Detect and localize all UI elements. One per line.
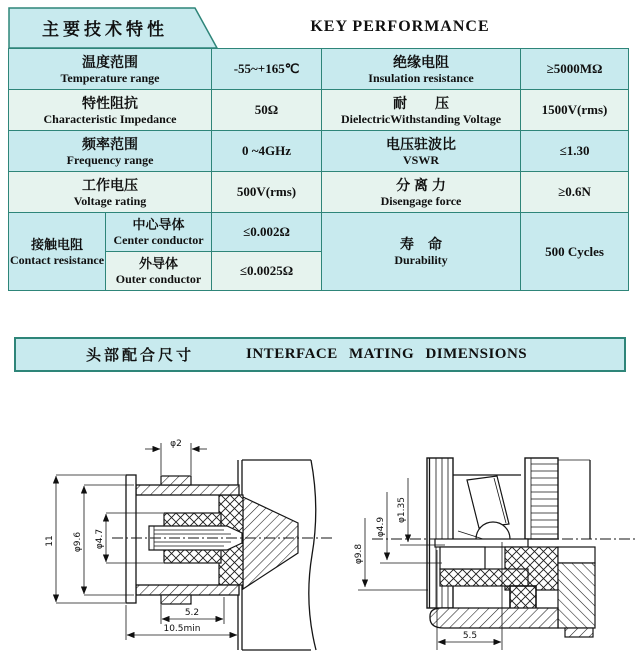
label-zh: 频率范围: [82, 135, 138, 152]
label-zh: 寿 命: [400, 236, 443, 252]
value-center-conductor: ≤0.002Ω: [212, 213, 322, 252]
cell-center-conductor: [106, 213, 212, 252]
label-zh: 接触电阻: [30, 236, 83, 252]
cell-withstanding-voltage: [322, 90, 521, 131]
label-zh: 工作电压: [82, 176, 138, 193]
dim-mount-length: 10.5min: [163, 624, 201, 634]
label-en: Center conductor: [113, 233, 204, 247]
value-outer-conductor: ≤0.0025Ω: [212, 252, 322, 291]
section2-title-zh: 头部配合尺寸: [86, 347, 195, 364]
table-row: [9, 90, 629, 131]
cell-contact-resistance: [9, 213, 106, 291]
section2-title-en: INTERFACE MATING DIMENSIONS: [246, 346, 528, 362]
dim-bore: φ4.7: [95, 528, 105, 550]
label-zh: 分 离 力: [396, 176, 446, 193]
cell-disengage-force: [322, 172, 521, 213]
cell-durability: [322, 213, 521, 291]
dim-insert-depth: 5.2: [184, 608, 200, 618]
dim-flange-od: 11: [45, 535, 55, 547]
label-en: Contact resistance: [9, 252, 105, 267]
dim-body-od: φ9.6: [73, 531, 83, 553]
label-en: Disengage force: [380, 193, 462, 208]
table-row: [9, 131, 629, 172]
section1-title-zh: 主要技术特性: [42, 20, 168, 39]
label-en: Characteristic Impedance: [43, 111, 177, 126]
dim-length: 5.5: [462, 631, 478, 641]
section1-title-en: KEY PERFORMANCE: [310, 18, 490, 35]
section1-header-tab: [8, 7, 220, 49]
label-en: Outer conductor: [115, 272, 202, 286]
knurled-sleeve: [525, 458, 558, 539]
value-impedance: 50Ω: [212, 90, 322, 131]
dim-body: φ9.8: [354, 543, 364, 565]
plug-section-drawing: [350, 430, 636, 659]
label-en: VSWR: [403, 152, 440, 167]
cell-temperature-range: [9, 49, 212, 90]
dim-insulator: φ4.9: [376, 516, 386, 538]
value-disengage-force: ≥0.6N: [521, 172, 629, 213]
value-withstanding: 1500V(rms): [521, 90, 629, 131]
value-temperature: -55~+165℃: [212, 49, 322, 90]
cell-vswr: [322, 131, 521, 172]
cell-characteristic-impedance: [9, 90, 212, 131]
label-zh: 绝缘电阻: [393, 53, 450, 70]
label-en: Insulation resistance: [368, 70, 474, 85]
table-row: [9, 213, 629, 252]
value-vswr: ≤1.30: [521, 131, 629, 172]
dim-pin-tab: φ2: [170, 439, 182, 449]
cell-frequency-range: [9, 131, 212, 172]
cell-insulation-resistance: [322, 49, 521, 90]
value-frequency: 0 ~4GHz: [212, 131, 322, 172]
label-en: Frequency range: [66, 152, 154, 167]
bayonet-slot: [467, 476, 509, 528]
label-zh: 特性阻抗: [82, 94, 138, 111]
spec-table: [8, 48, 629, 291]
dim-pin: φ1.35: [397, 497, 407, 523]
table-row: [9, 172, 629, 213]
cell-voltage-rating: [9, 172, 212, 213]
label-en: DielectricWithstanding Voltage: [340, 111, 502, 126]
value-insulation: ≥5000MΩ: [521, 49, 629, 90]
section2-header: [14, 337, 626, 372]
label-zh: 外导体: [139, 256, 179, 271]
label-en: Temperature range: [60, 70, 160, 85]
value-voltage-rating: 500V(rms): [212, 172, 322, 213]
table-row: [9, 49, 629, 90]
value-durability: 500 Cycles: [521, 213, 629, 291]
label-zh: 中心导体: [132, 217, 185, 232]
label-zh: 温度范围: [82, 53, 138, 70]
label-en: Voltage rating: [73, 193, 147, 208]
plug-body-lower: [430, 539, 595, 637]
label-zh: 耐 压: [393, 94, 450, 111]
cell-outer-conductor: [106, 252, 212, 291]
jack-section-drawing: [14, 423, 336, 659]
label-zh: 电压驻波比: [386, 135, 457, 152]
label-en: Durability: [394, 253, 448, 267]
